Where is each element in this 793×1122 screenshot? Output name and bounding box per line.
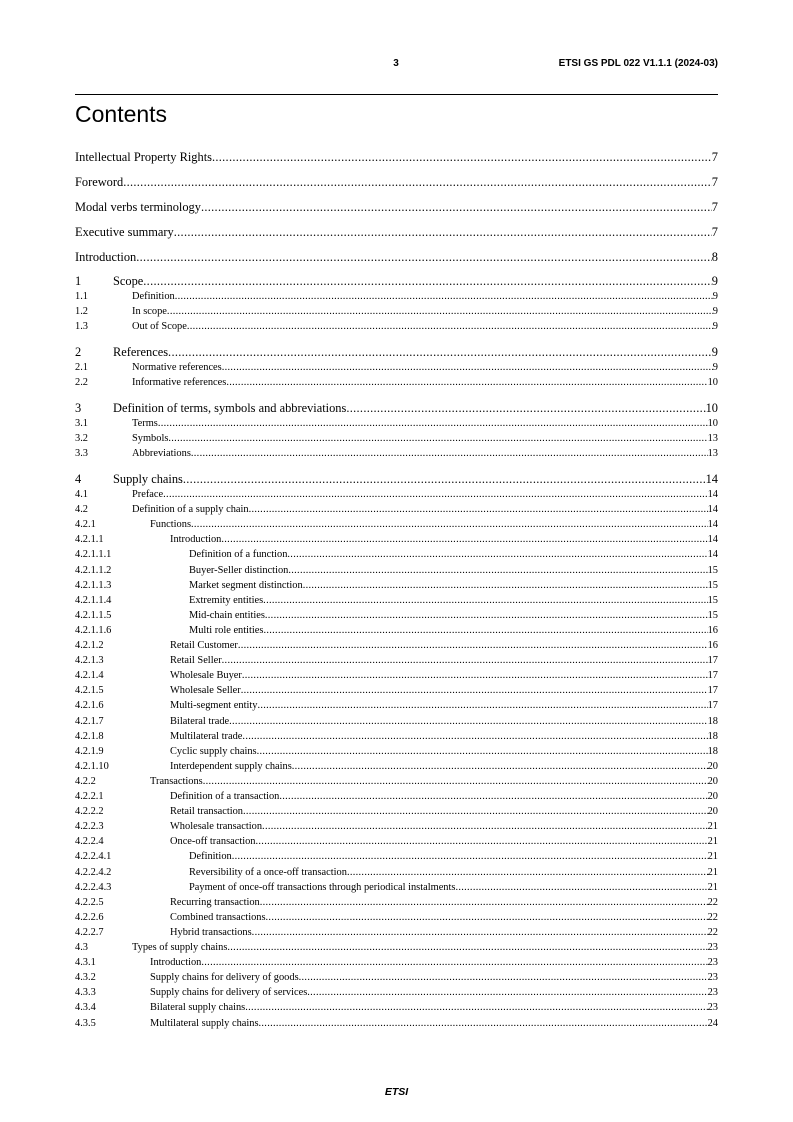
toc-entry-page: 13 [707, 448, 718, 460]
toc-dot-leader [347, 866, 708, 880]
toc-entry-title: Bilateral supply chains [150, 1002, 246, 1014]
toc-entry[interactable] [75, 1001, 718, 1015]
toc-entry[interactable] [75, 956, 718, 970]
toc-dot-leader [212, 149, 712, 165]
toc-dot-leader [303, 579, 708, 593]
toc-entry-title: Hybrid transactions [170, 926, 252, 938]
toc-entry[interactable] [75, 669, 718, 683]
toc-entry-number: 2.2 [75, 377, 88, 389]
toc-dot-leader [191, 447, 708, 461]
toc-entry-page: 18 [707, 730, 718, 742]
toc-dot-leader [257, 699, 707, 713]
toc-entry[interactable] [75, 471, 718, 487]
toc-entry-title: Modal verbs terminology [75, 200, 201, 214]
toc-entry-page: 17 [707, 655, 718, 667]
toc-dot-leader [288, 564, 707, 578]
toc-entry-number: 4.2.1.7 [75, 715, 104, 727]
toc-entry-page: 18 [707, 745, 718, 757]
toc-entry[interactable] [75, 654, 718, 668]
toc-entry-title: Buyer-Seller distinction [189, 564, 289, 576]
toc-dot-leader [279, 790, 707, 804]
toc-entry-title: Transactions [150, 775, 203, 787]
toc-entry-title: Out of Scope [132, 321, 187, 333]
toc-entry-title: Definition of a function [189, 549, 288, 561]
toc-entry[interactable] [75, 715, 718, 729]
toc-entry[interactable] [75, 518, 718, 532]
toc-entry[interactable] [75, 376, 718, 390]
toc-entry-number: 4.2.1 [75, 519, 96, 531]
toc-entry-title: Supply chains [113, 472, 183, 486]
toc-entry-number: 4.2.1.3 [75, 655, 104, 667]
toc-entry[interactable] [75, 971, 718, 985]
toc-entry-number: 4 [75, 472, 82, 486]
toc-dot-leader [174, 224, 712, 240]
toc-entry[interactable] [75, 639, 718, 653]
header-divider [75, 94, 718, 95]
toc-dot-leader [263, 624, 707, 638]
toc-dot-leader [262, 820, 708, 834]
toc-entry[interactable] [75, 941, 718, 955]
toc-dot-leader [287, 548, 707, 562]
toc-entry-title: References [113, 345, 169, 359]
toc-entry[interactable] [75, 881, 718, 895]
toc-entry-number: 2.1 [75, 362, 88, 373]
toc-entry[interactable] [75, 835, 718, 849]
toc-entry-page: 20 [707, 760, 718, 772]
toc-entry-number: 4.2.1.6 [75, 700, 104, 712]
toc-entry-number: 1.2 [75, 306, 88, 318]
toc-entry-page: 14 [707, 489, 718, 500]
toc-entry-number: 3.2 [75, 433, 88, 445]
toc-entry[interactable] [75, 432, 718, 446]
toc-dot-leader [163, 488, 707, 502]
toc-dot-leader [245, 1001, 707, 1015]
toc-dot-leader [292, 760, 708, 774]
toc-entry-page: 7 [711, 175, 718, 189]
toc-entry-title: Market segment distinction [189, 579, 303, 591]
toc-entry-title: Definition [189, 851, 232, 863]
toc-entry[interactable] [75, 805, 718, 819]
toc-dot-leader [158, 417, 708, 431]
header-page-number: 3 [393, 58, 399, 69]
toc-entry-title: Wholesale Seller [170, 685, 241, 697]
toc-entry-title: Bilateral trade [170, 715, 230, 727]
toc-entry-title: Introduction [170, 534, 222, 546]
toc-entry-page: 23 [707, 1002, 718, 1014]
footer-logo-text: ETSI [384, 1086, 409, 1098]
toc-dot-leader [259, 1017, 708, 1031]
toc-dot-leader [222, 654, 708, 668]
toc-entry-page: 20 [707, 775, 718, 787]
toc-dot-leader [252, 926, 708, 940]
toc-entry-page: 9 [711, 274, 718, 288]
toc-entry[interactable] [75, 820, 718, 834]
toc-entry-number: 4.2.1.5 [75, 685, 104, 697]
toc-entry[interactable] [75, 986, 718, 1000]
toc-dot-leader [222, 361, 713, 375]
toc-dot-leader [229, 715, 707, 729]
toc-entry-title: In scope [132, 306, 167, 318]
toc-entry-page: 13 [707, 433, 718, 445]
toc-entry[interactable] [75, 361, 718, 375]
toc-entry[interactable] [75, 174, 718, 190]
toc-entry-page: 10 [707, 377, 718, 389]
toc-entry-number: 4.2.1.1.1 [75, 549, 112, 561]
toc-entry-title: Cyclic supply chains [170, 745, 257, 757]
toc-entry-title: Supply chains for delivery of goods [150, 972, 299, 984]
toc-entry[interactable] [75, 745, 718, 759]
toc-dot-leader [257, 745, 708, 759]
toc-dot-leader [123, 174, 712, 190]
toc-entry-page: 9 [712, 306, 718, 318]
toc-entry[interactable] [75, 790, 718, 804]
toc-entry[interactable] [75, 447, 718, 461]
toc-entry-number: 4.2.2.5 [75, 896, 104, 908]
toc-dot-leader [232, 850, 708, 864]
toc-entry-page: 14 [707, 549, 718, 561]
toc-entry[interactable] [75, 926, 718, 940]
toc-entry[interactable] [75, 548, 718, 562]
toc-entry-page: 14 [707, 504, 718, 516]
toc-dot-leader [168, 432, 707, 446]
toc-entry-title: Definition [132, 291, 175, 302]
toc-entry-number: 4.2.2.4.1 [75, 851, 112, 863]
toc-entry[interactable] [75, 149, 718, 165]
toc-entry-title: Wholesale Buyer [170, 670, 242, 682]
toc-entry-title: Introduction [75, 250, 137, 264]
toc-entry-page: 15 [707, 594, 718, 606]
toc-dot-leader [187, 320, 713, 334]
toc-entry[interactable] [75, 273, 718, 289]
toc-entry-number: 1.3 [75, 321, 88, 333]
toc-dot-leader [143, 273, 712, 289]
toc-dot-leader [299, 971, 708, 985]
toc-dot-leader [256, 835, 708, 849]
toc-entry-page: 9 [712, 321, 718, 333]
toc-entry-page: 9 [711, 345, 718, 359]
toc-entry-number: 4.2.1.1.6 [75, 624, 112, 636]
toc-dot-leader [221, 533, 707, 547]
toc-dot-leader [191, 518, 708, 532]
toc-entry[interactable] [75, 400, 718, 416]
toc-dot-leader [307, 986, 707, 1000]
toc-entry-title: Normative references [132, 362, 222, 373]
toc-entry-number: 1.1 [75, 291, 88, 302]
toc-entry-title: Mid-chain entities [189, 609, 265, 621]
toc-entry-page: 20 [707, 806, 718, 818]
toc-entry-title: Symbols [132, 433, 169, 445]
toc-dot-leader [455, 881, 707, 895]
toc-entry-title: Scope [113, 274, 144, 288]
toc-entry[interactable] [75, 305, 718, 319]
toc-entry-page: 10 [705, 401, 718, 415]
toc-entry-number: 4.2.2.7 [75, 926, 104, 938]
toc-entry-page: 14 [707, 534, 718, 546]
toc-entry[interactable] [75, 199, 718, 215]
toc-entry-number: 4.3.2 [75, 972, 96, 984]
toc-entry[interactable] [75, 488, 718, 502]
toc-entry[interactable] [75, 850, 718, 864]
toc-entry-title: Wholesale transaction [170, 821, 263, 833]
toc-dot-leader [201, 199, 712, 215]
toc-dot-leader [238, 639, 708, 653]
toc-dot-leader [242, 730, 707, 744]
toc-entry-title: Interdependent supply chains [170, 760, 292, 772]
toc-entry-page: 8 [711, 250, 718, 264]
toc-entry-page: 21 [707, 851, 718, 863]
toc-entry-number: 4.2.1.1.5 [75, 609, 112, 621]
toc-entry-page: 7 [711, 200, 718, 214]
page-title: Contents [75, 101, 168, 127]
toc-entry-page: 22 [707, 896, 718, 908]
toc-entry-title: Executive summary [75, 225, 174, 239]
toc-entry-page: 7 [711, 150, 718, 164]
toc-entry-page: 20 [707, 791, 718, 802]
toc-entry-title: Reversibility of a once-off transaction [189, 866, 347, 878]
toc-entry-number: 4.2 [75, 504, 88, 516]
toc-entry-title: Supply chains for delivery of services [150, 987, 308, 999]
toc-dot-leader [243, 805, 708, 819]
toc-entry-number: 2 [75, 345, 82, 359]
toc-dot-leader [241, 684, 708, 698]
toc-entry-number: 4.3 [75, 942, 88, 953]
toc-dot-leader [167, 305, 713, 319]
toc-dot-leader [263, 594, 707, 608]
toc-entry-title: Combined transactions [170, 911, 266, 923]
toc-entry-number: 4.2.2 [75, 775, 96, 787]
toc-entry[interactable] [75, 417, 718, 431]
toc-entry-page: 18 [707, 715, 718, 727]
toc-entry-title: Definition of a transaction [170, 791, 280, 802]
toc-entry[interactable] [75, 775, 718, 789]
toc-entry-number: 4.2.2.4.3 [75, 881, 112, 893]
toc-entry-page: 23 [707, 987, 718, 999]
toc-entry-number: 3.3 [75, 448, 88, 460]
toc-dot-leader [249, 503, 708, 517]
toc-entry-page: 17 [707, 700, 718, 712]
toc-entry-title: Retail Customer [170, 640, 238, 651]
toc-entry-number: 4.2.1.2 [75, 640, 104, 651]
toc-entry[interactable] [75, 249, 718, 265]
toc-dot-leader [201, 956, 707, 970]
toc-entry-number: 4.2.1.8 [75, 730, 104, 742]
toc-dot-leader [226, 376, 707, 390]
toc-entry-title: Terms [132, 418, 158, 429]
toc-entry-number: 4.3.1 [75, 957, 96, 969]
toc-entry-title: Payment of once-off transactions through periodical instalments [189, 881, 456, 893]
toc-dot-leader [346, 400, 705, 416]
toc-dot-leader [227, 941, 707, 955]
toc-entry-number: 4.3.4 [75, 1002, 96, 1014]
toc-entry-page: 21 [707, 821, 718, 833]
toc-entry[interactable] [75, 911, 718, 925]
toc-entry-title: Informative references [132, 377, 227, 389]
toc-entry-title: Multi-segment entity [170, 700, 258, 712]
toc-dot-leader [175, 290, 713, 304]
toc-entry-page: 21 [707, 866, 718, 878]
toc-entry-title: Multilateral trade [170, 730, 243, 742]
toc-entry-page: 16 [707, 640, 718, 651]
toc-entry-page: 15 [707, 564, 718, 576]
toc-entry[interactable] [75, 344, 718, 360]
toc-entry-number: 4.3.5 [75, 1017, 96, 1029]
toc-entry-title: Retail transaction [170, 806, 243, 818]
toc-entry-page: 7 [711, 225, 718, 239]
toc-entry-number: 4.2.2.2 [75, 806, 104, 818]
toc-entry-title: Extremity entities [189, 594, 264, 606]
toc-entry-page: 17 [707, 685, 718, 697]
toc-entry[interactable] [75, 609, 718, 623]
toc-dot-leader [136, 249, 712, 265]
toc-dot-leader [203, 775, 708, 789]
toc-entry[interactable] [75, 503, 718, 517]
toc-entry[interactable] [75, 1017, 718, 1031]
toc-entry-number: 3.1 [75, 418, 88, 429]
toc-entry-title: Types of supply chains [132, 942, 228, 953]
toc-entry-number: 4.2.1.1.3 [75, 579, 112, 591]
toc-entry[interactable] [75, 896, 718, 910]
toc-entry-title: Functions [150, 519, 191, 531]
toc-entry-number: 4.2.2.6 [75, 911, 104, 923]
toc-entry-page: 23 [707, 972, 718, 984]
header-document-id: ETSI GS PDL 022 V1.1.1 (2024-03) [558, 58, 718, 69]
toc-entry-title: Definition of terms, symbols and abbreviations [113, 401, 347, 415]
toc-entry-title: Multi role entities [189, 624, 264, 636]
toc-entry-title: Introduction [150, 957, 202, 969]
toc-entry[interactable] [75, 624, 718, 638]
toc-entry-page: 10 [707, 418, 718, 429]
toc-entry-page: 14 [705, 472, 718, 486]
toc-dot-leader [260, 896, 708, 910]
toc-entry-page: 22 [707, 911, 718, 923]
toc-entry-title: Multilateral supply chains [150, 1017, 259, 1029]
toc-entry[interactable] [75, 594, 718, 608]
toc-entry-page: 21 [707, 881, 718, 893]
toc-entry-number: 4.2.1.9 [75, 745, 104, 757]
toc-dot-leader [242, 669, 708, 683]
toc-entry-title: Retail Seller [170, 655, 222, 667]
toc-entry[interactable] [75, 684, 718, 698]
toc-entry-title: Recurring transaction [170, 896, 260, 908]
toc-entry-number: 4.2.1.4 [75, 670, 104, 682]
toc-entry[interactable] [75, 320, 718, 334]
toc-entry-title: Abbreviations [132, 448, 191, 460]
toc-dot-leader [183, 471, 706, 487]
toc-entry-page: 15 [707, 609, 718, 621]
toc-entry-number: 4.2.2.1 [75, 791, 104, 802]
toc-entry-number: 4.3.3 [75, 987, 96, 999]
toc-entry-number: 4.2.1.1 [75, 534, 104, 546]
toc-entry[interactable] [75, 760, 718, 774]
toc-dot-leader [168, 344, 712, 360]
toc-entry-page: 15 [707, 579, 718, 591]
toc-entry-number: 3 [75, 401, 82, 415]
toc-entry-page: 9 [712, 362, 718, 373]
toc-entry-page: 21 [707, 836, 718, 848]
toc-entry-number: 4.1 [75, 489, 88, 500]
toc-entry[interactable] [75, 730, 718, 744]
toc-entry-number: 4.2.2.4.2 [75, 866, 112, 878]
toc-entry-title: Preface [132, 489, 164, 500]
toc-entry-number: 1 [75, 274, 82, 288]
toc-entry-page: 22 [707, 926, 718, 938]
toc-entry-title: Definition of a supply chain [132, 504, 249, 516]
toc-dot-leader [265, 609, 708, 623]
toc-entry[interactable] [75, 224, 718, 240]
toc-entry-title: Foreword [75, 175, 124, 189]
toc-entry[interactable] [75, 533, 718, 547]
toc-entry-page: 23 [707, 942, 718, 953]
toc-entry-page: 16 [707, 624, 718, 636]
toc-entry-page: 24 [707, 1017, 718, 1029]
toc-entry[interactable] [75, 699, 718, 713]
toc-entry-page: 23 [707, 957, 718, 969]
toc-entry[interactable] [75, 866, 718, 880]
toc-entry-page: 14 [707, 519, 718, 531]
toc-entry-title: Once-off transaction [170, 836, 256, 848]
toc-entry-number: 4.2.1.1.2 [75, 564, 112, 576]
toc-entry-number: 4.2.1.1.4 [75, 594, 112, 606]
toc-dot-leader [266, 911, 708, 925]
toc-entry[interactable] [75, 564, 718, 578]
toc-entry-page: 17 [707, 670, 718, 682]
toc-entry-number: 4.2.1.10 [75, 760, 109, 772]
toc-entry[interactable] [75, 579, 718, 593]
toc-entry-number: 4.2.2.4 [75, 836, 104, 848]
toc-entry[interactable] [75, 290, 718, 304]
toc-entry-title: Intellectual Property Rights [75, 150, 212, 164]
toc-entry-number: 4.2.2.3 [75, 821, 104, 833]
toc-entry-page: 9 [712, 291, 718, 302]
